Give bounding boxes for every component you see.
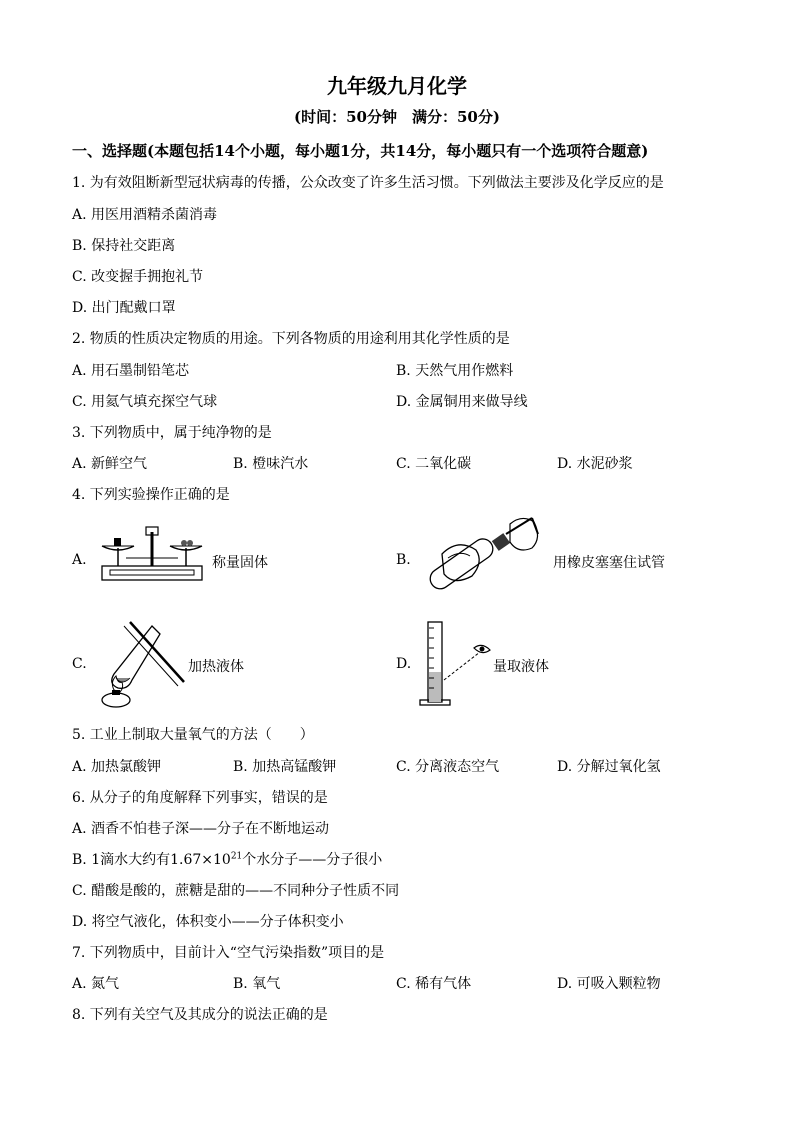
question-5-stem: 5. 工业上制取大量氧气的方法（ ） [72, 727, 314, 743]
question-7-option-c: C. 稀有气体 [396, 976, 472, 992]
section-heading: 一、选择题(本题包括14个小题，每小题1分，共14分，每小题只有一个选项符合题意) [72, 142, 649, 160]
question-4-option-a-letter: A. [72, 552, 87, 568]
question-6-stem: 6. 从分子的角度解释下列事实，错误的是 [72, 790, 328, 806]
question-1-stem: 1. 为有效阻断新型冠状病毒的传播，公众改变了许多生活习惯。下列做法主要涉及化学反应的是 [72, 175, 664, 191]
question-3-option-b: B. 橙味汽水 [233, 456, 309, 472]
question-8-stem: 8. 下列有关空气及其成分的说法正确的是 [72, 1007, 328, 1023]
question-5-option-b: B. 加热高锰酸钾 [233, 759, 337, 775]
question-1-option-c: C. 改变握手拥抱礼节 [72, 269, 204, 285]
exponent: 21 [230, 851, 243, 862]
question-5-option-c: C. 分离液态空气 [396, 759, 500, 775]
question-4-stem: 4. 下列实验操作正确的是 [72, 487, 230, 503]
question-1-option-a: A. 用医用酒精杀菌消毒 [72, 207, 218, 223]
question-6-option-c: C. 醋酸是酸的，蔗糖是甜的——不同种分子性质不同 [72, 883, 400, 899]
heating-liquid-illustration [94, 616, 186, 708]
question-4-option-a-label: 称量固体 [212, 555, 268, 571]
balance-scale-illustration [96, 524, 206, 584]
question-6-option-a: A. 酒香不怕巷子深——分子在不断地运动 [72, 821, 330, 837]
question-7-option-b: B. 氧气 [233, 976, 281, 992]
question-4-option-c-label: 加热液体 [188, 659, 244, 675]
test-tube-stopper-illustration [414, 514, 549, 606]
question-4-option-c-letter: C. [72, 656, 87, 672]
question-3-option-a: A. 新鲜空气 [72, 456, 148, 472]
question-2-stem: 2. 物质的性质决定物质的用途。下列各物质的用途利用其化学性质的是 [72, 331, 510, 347]
question-4-option-d-label: 量取液体 [493, 659, 549, 675]
page-title: 九年级九月化学 [327, 74, 467, 98]
question-4-option-d-letter: D. [396, 656, 412, 672]
question-6-option-b-text: B. 1滴水大约有1.67×10 [72, 852, 231, 868]
question-6-option-b-rest: 个水分子——分子很小 [242, 852, 383, 868]
question-1-option-d: D. 出门配戴口罩 [72, 300, 176, 316]
question-2-option-c: C. 用氦气填充探空气球 [72, 394, 218, 410]
question-7-option-d: D. 可吸入颗粒物 [557, 976, 661, 992]
question-3-stem: 3. 下列物质中，属于纯净物的是 [72, 425, 272, 441]
question-6-option-b [72, 849, 382, 869]
question-5-option-a: A. 加热氯酸钾 [72, 759, 162, 775]
graduated-cylinder-illustration [414, 618, 494, 708]
question-2-option-b: B. 天然气用作燃料 [396, 363, 514, 379]
question-7-stem: 7. 下列物质中，目前计入“空气污染指数”项目的是 [72, 945, 385, 961]
question-2-option-a: A. 用石墨制铅笔芯 [72, 363, 190, 379]
question-5-option-d: D. 分解过氧化氢 [557, 759, 661, 775]
question-3-option-d: D. 水泥砂浆 [557, 456, 633, 472]
question-4-option-b-letter: B. [396, 552, 411, 568]
question-6-option-d: D. 将空气液化，体积变小——分子体积变小 [72, 914, 344, 930]
question-7-option-a: A. 氮气 [72, 976, 120, 992]
question-2-option-d: D. 金属铜用来做导线 [396, 394, 528, 410]
exam-info: (时间：50分钟 满分：50分) [294, 108, 500, 126]
question-1-option-b: B. 保持社交距离 [72, 238, 176, 254]
question-3-option-c: C. 二氧化碳 [396, 456, 472, 472]
question-4-option-b-label: 用橡皮塞塞住试管 [553, 555, 665, 571]
